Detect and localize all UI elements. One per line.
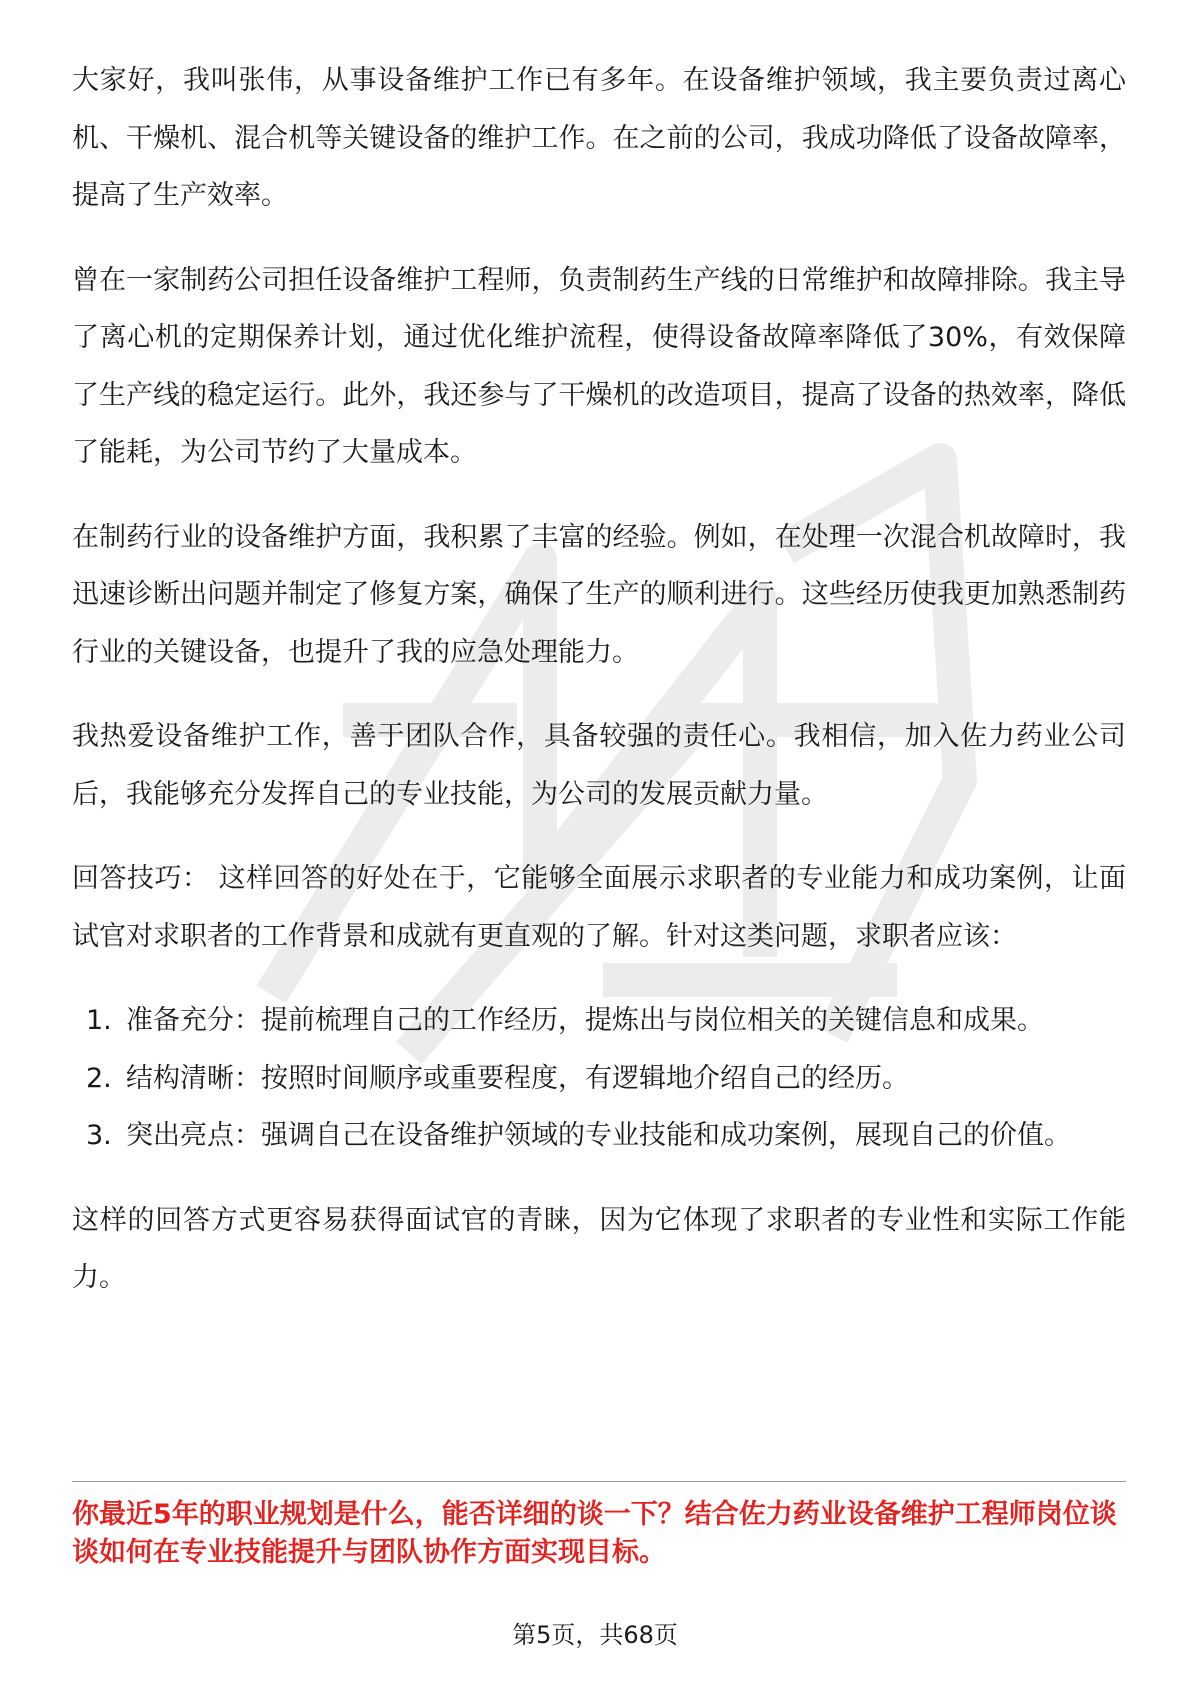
list-item-text: 结构清晰：按照时间顺序或重要程度，有逻辑地介绍自己的经历。: [126, 1062, 909, 1094]
answer-paragraph-industry: 在制药行业的设备维护方面，我积累了丰富的经验。例如，在处理一次混合机故障时，我迅速诊断出问题并制定了修复方案，确保了生产的顺利进行。这些经历使我更加熟悉制药行业的关键设备，也提升了我的应急处理能力。: [72, 521, 1126, 668]
answer-paragraph-closing: 我热爱设备维护工作，善于团队合作，具备较强的责任心。我相信，加入佐力药业公司后，我能够充分发挥自己的专业技能，为公司的发展贡献力量。: [72, 721, 1126, 810]
section-divider: [72, 1481, 1126, 1482]
page-footer: 第5页，共68页: [512, 1621, 678, 1649]
answer-paragraph-experience: 曾在一家制药公司担任设备维护工程师，负责制药生产线的日常维护和故障排除。我主导了离心机的定期保养计划，通过优化维护流程，使得设备故障率降低了30%，有效保障了生产线的稳定运行。此外，我还参与了干燥机的改造项目，提高了设备的热效率，降低了能耗，为公司节约了大量成本。: [72, 264, 1126, 468]
tips-list: [72, 992, 1126, 1165]
closing-paragraph: 这样的回答方式更容易获得面试官的青睐，因为它体现了求职者的专业性和实际工作能力。: [72, 1204, 1126, 1293]
next-question-heading: 你最近5年的职业规划是什么，能否详细的谈一下？结合佐力药业设备维护工程师岗位谈谈如何在专业技能提升与团队协作方面实现目标。: [72, 1499, 1117, 1568]
answer-tips-intro: 回答技巧： 这样回答的好处在于，它能够全面展示求职者的专业能力和成功案例，让面试官对求职者的工作背景和成就有更直观的了解。针对这类问题，求职者应该：: [72, 863, 1126, 952]
list-item: [72, 1050, 1126, 1108]
list-item-number: 2.: [86, 1062, 112, 1094]
document-body: [72, 52, 1126, 1334]
list-item: [72, 1107, 1126, 1165]
answer-paragraph-intro: 大家好，我叫张伟，从事设备维护工作已有多年。在设备维护领域，我主要负责过离心机、干燥机、混合机等关键设备的维护工作。在之前的公司，我成功降低了设备故障率，提高了生产效率。: [72, 65, 1126, 211]
list-item-number: 1.: [86, 1005, 112, 1036]
list-item-text: 突出亮点：强调自己在设备维护领域的专业技能和成功案例，展现自己的价值。: [126, 1120, 1071, 1151]
list-item: [72, 992, 1126, 1050]
list-item-text: 准备充分：提前梳理自己的工作经历，提炼出与岗位相关的关键信息和成果。: [126, 1005, 1044, 1036]
list-item-number: 3.: [86, 1120, 112, 1151]
